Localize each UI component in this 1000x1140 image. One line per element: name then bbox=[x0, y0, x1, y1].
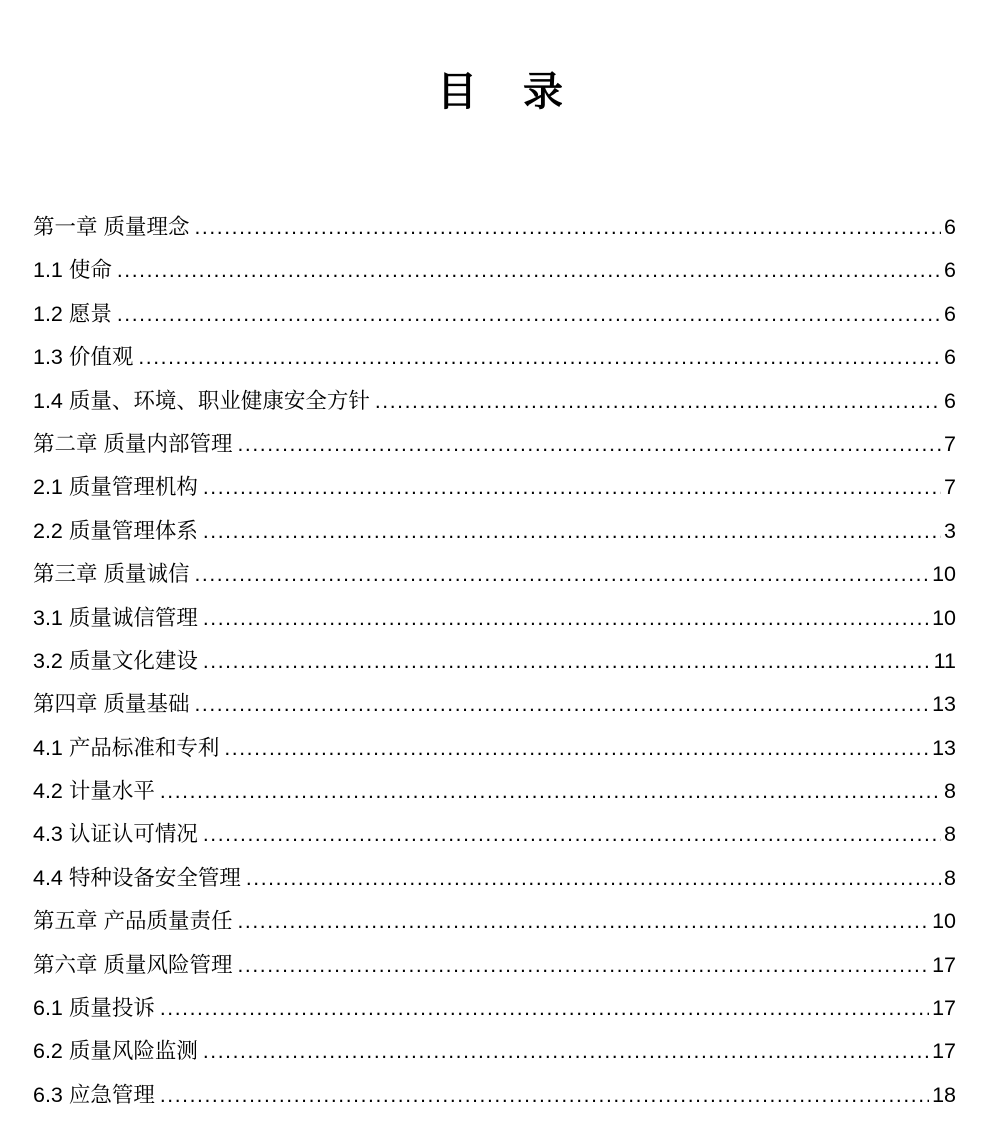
toc-page-number: 8 bbox=[944, 779, 956, 804]
toc-entry[interactable] bbox=[33, 944, 956, 987]
toc-entry[interactable] bbox=[33, 597, 956, 640]
toc-dots-leader bbox=[160, 770, 941, 813]
toc-page-number: 10 bbox=[932, 562, 956, 587]
toc-entry-label: 4.3 认证认可情况 bbox=[33, 822, 198, 847]
toc-dots-leader bbox=[117, 249, 941, 292]
toc-entry[interactable] bbox=[33, 727, 956, 770]
toc-entry-label: 第二章 质量内部管理 bbox=[33, 431, 233, 456]
toc-entry-label: 4.1 产品标准和专利 bbox=[33, 735, 220, 760]
toc-dots-leader bbox=[194, 206, 941, 249]
toc-entry[interactable] bbox=[33, 770, 956, 813]
toc-dots-leader bbox=[375, 380, 941, 423]
toc-entry-label: 第五章 产品质量责任 bbox=[33, 909, 233, 934]
toc-dots-leader bbox=[246, 857, 941, 900]
toc-dots-leader bbox=[224, 727, 929, 770]
toc-page-number: 8 bbox=[944, 822, 956, 847]
toc-page-number: 7 bbox=[944, 475, 956, 500]
toc-page-number: 6 bbox=[944, 388, 956, 413]
toc-page-number: 10 bbox=[932, 605, 956, 630]
toc-page-number: 7 bbox=[944, 431, 956, 456]
toc-dots-leader bbox=[160, 1074, 929, 1117]
toc-page-number: 3 bbox=[944, 518, 956, 543]
toc-entry-label: 2.1 质量管理机构 bbox=[33, 475, 198, 500]
toc-page-number: 6 bbox=[944, 345, 956, 370]
toc-page-number: 8 bbox=[944, 865, 956, 890]
toc-entry-label: 1.3 价值观 bbox=[33, 345, 134, 370]
toc-entry-label: 第三章 质量诚信 bbox=[33, 562, 190, 587]
toc-entry-label: 1.2 愿景 bbox=[33, 301, 112, 326]
toc-entry-label: 1.4 质量、环境、职业健康安全方针 bbox=[33, 388, 370, 413]
toc-page-number: 6 bbox=[944, 301, 956, 326]
toc-entry-label: 4.2 计量水平 bbox=[33, 779, 155, 804]
toc-entry[interactable] bbox=[33, 336, 956, 379]
toc-dots-leader bbox=[117, 293, 941, 336]
toc-dots-leader bbox=[203, 1030, 929, 1073]
toc-dots-leader bbox=[237, 900, 929, 943]
toc-page-number: 17 bbox=[932, 1039, 956, 1064]
toc-entry-label: 6.3 应急管理 bbox=[33, 1082, 155, 1107]
toc-dots-leader bbox=[237, 423, 941, 466]
toc-entry[interactable] bbox=[33, 1030, 956, 1073]
toc-entry[interactable] bbox=[33, 900, 956, 943]
toc-entry[interactable] bbox=[33, 423, 956, 466]
toc-dots-leader bbox=[203, 813, 941, 856]
toc-page-number: 18 bbox=[932, 1082, 956, 1107]
toc-page-number: 6 bbox=[944, 258, 956, 283]
toc-entry[interactable] bbox=[33, 206, 956, 249]
toc-entry[interactable] bbox=[33, 553, 956, 596]
toc-dots-leader bbox=[203, 597, 929, 640]
toc-page-number: 13 bbox=[932, 735, 956, 760]
toc-entry[interactable] bbox=[33, 857, 956, 900]
toc-dots-leader bbox=[203, 510, 941, 553]
toc-dots-leader bbox=[203, 466, 941, 509]
toc-page-number: 17 bbox=[932, 996, 956, 1021]
toc-dots-leader bbox=[160, 987, 929, 1030]
toc-entry[interactable] bbox=[33, 510, 956, 553]
toc-dots-leader bbox=[237, 944, 929, 987]
toc-entry-label: 3.1 质量诚信管理 bbox=[33, 605, 198, 630]
toc-entry[interactable] bbox=[33, 1074, 956, 1117]
toc-entry-label: 6.1 质量投诉 bbox=[33, 996, 155, 1021]
toc-entry-label: 1.1 使命 bbox=[33, 258, 112, 283]
toc-list bbox=[0, 206, 1000, 1117]
toc-entry[interactable] bbox=[33, 466, 956, 509]
toc-page-number: 17 bbox=[932, 952, 956, 977]
toc-entry-label: 第六章 质量风险管理 bbox=[33, 952, 233, 977]
toc-entry[interactable] bbox=[33, 249, 956, 292]
toc-entry-label: 4.4 特种设备安全管理 bbox=[33, 865, 241, 890]
toc-dots-leader bbox=[194, 683, 929, 726]
page-title: 目 录 bbox=[437, 69, 581, 114]
toc-entry[interactable] bbox=[33, 380, 956, 423]
toc-entry-label: 第一章 质量理念 bbox=[33, 215, 190, 239]
toc-page-number: 11 bbox=[933, 648, 956, 673]
toc-dots-leader bbox=[203, 640, 931, 683]
toc-page-number: 6 bbox=[944, 215, 956, 239]
toc-entry[interactable] bbox=[33, 293, 956, 336]
toc-entry[interactable] bbox=[33, 813, 956, 856]
toc-entry-label: 2.2 质量管理体系 bbox=[33, 518, 198, 543]
toc-page-number: 13 bbox=[932, 692, 956, 717]
toc-entry[interactable] bbox=[33, 640, 956, 683]
toc-dots-leader bbox=[138, 336, 941, 379]
toc-page-number: 10 bbox=[932, 909, 956, 934]
toc-entry[interactable] bbox=[33, 683, 956, 726]
toc-entry[interactable] bbox=[33, 987, 956, 1030]
toc-entry-label: 3.2 质量文化建设 bbox=[33, 648, 198, 673]
toc-entry-label: 第四章 质量基础 bbox=[33, 692, 190, 717]
toc-dots-leader bbox=[194, 553, 929, 596]
toc-entry-label: 6.2 质量风险监测 bbox=[33, 1039, 198, 1064]
